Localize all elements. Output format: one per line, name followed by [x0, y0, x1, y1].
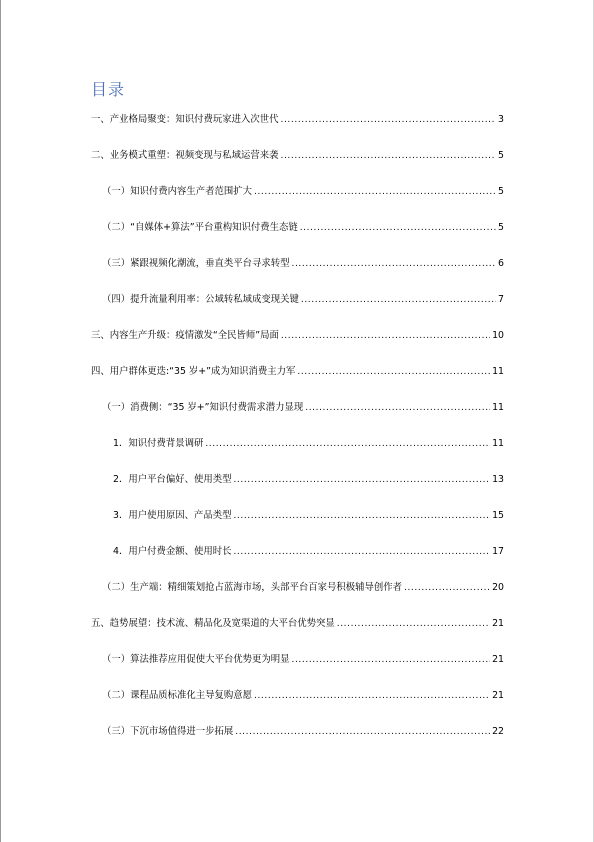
toc-page-number: 3 [498, 114, 504, 125]
toc-entry-title: 三、内容生产升级：疫情激发“全民皆师”局面 [91, 330, 279, 341]
toc-entry[interactable] [91, 111, 504, 147]
toc-dot-leader [281, 327, 490, 345]
toc-page-number: 20 [492, 582, 504, 593]
toc-entry[interactable] [91, 327, 504, 363]
toc-entry[interactable] [91, 723, 504, 759]
page-edge-left [0, 0, 1, 842]
toc-entry-title: （二）课程品质标准化主导复购意愿 [102, 690, 253, 701]
toc-dot-leader [233, 471, 490, 489]
toc-dot-leader [301, 291, 496, 309]
toc-entry[interactable] [91, 219, 504, 255]
toc-page-number: 15 [492, 510, 504, 521]
toc-entry[interactable] [91, 687, 504, 723]
toc-dot-leader [305, 399, 490, 417]
toc-entry-title: 五、趋势展望：技术流、精品化及宽渠道的大平台优势突显 [91, 618, 335, 629]
toc-dot-leader [233, 543, 490, 561]
toc-entry-title: 二、业务模式重塑：视频变现与私域运营来袭 [91, 150, 279, 161]
toc-entry-title: 3．用户使用原因、产品类型 [113, 510, 232, 521]
toc-entry-title: （四）提升流量利用率：公域转私域成变现关键 [102, 294, 299, 305]
toc-page-number: 5 [498, 150, 504, 161]
toc-page-number: 11 [492, 366, 504, 377]
toc-entry-title: 4．用户付费金额、使用时长 [113, 546, 232, 557]
toc-entry-title: （一）知识付费内容生产者范围扩大 [102, 186, 253, 197]
toc-page-number: 6 [498, 258, 504, 269]
toc-entry-title: （一）消费侧：“35 岁+”知识付费需求潜力显现 [102, 402, 304, 413]
toc-entry[interactable] [91, 651, 504, 687]
toc-page-number: 21 [492, 654, 504, 665]
toc-entry[interactable] [91, 363, 504, 399]
toc-entry-title: 一、产业格局聚变：知识付费玩家进入次世代 [91, 114, 279, 125]
toc-title: 目录 [91, 80, 126, 99]
toc-dot-leader [235, 723, 490, 741]
toc-entry-title: （三）下沉市场值得进一步拓展 [102, 726, 234, 737]
toc-dot-leader [254, 183, 496, 201]
toc-page-number: 21 [492, 690, 504, 701]
toc-dot-leader [404, 579, 490, 597]
toc-dot-leader [337, 615, 490, 633]
toc-entry[interactable] [91, 399, 504, 435]
toc-entry-title: （三）紧跟视频化潮流，垂直类平台寻求转型 [102, 258, 290, 269]
toc-page-number: 5 [498, 222, 504, 233]
toc-entry-title: 1．知识付费背景调研 [113, 438, 204, 449]
toc-dot-leader [292, 255, 497, 273]
toc-page-number: 17 [492, 546, 504, 557]
toc-entry[interactable] [91, 435, 504, 471]
toc-entry-title: 2．用户平台偏好、使用类型 [113, 474, 232, 485]
toc-entry-title: （二）“自媒体+算法”平台重构知识付费生态链 [102, 222, 298, 233]
toc-page-number: 21 [492, 618, 504, 629]
toc-entry-title: 四、用户群体更迭:“35 岁+”成为知识消费主力军 [91, 366, 296, 377]
toc-entry[interactable] [91, 507, 504, 543]
toc-entry[interactable] [91, 255, 504, 291]
toc-page-number: 10 [492, 330, 504, 341]
toc-dot-leader [297, 363, 490, 381]
toc-entry[interactable] [91, 183, 504, 219]
toc-list [91, 111, 504, 759]
toc-entry-title: （一）算法推荐应用促使大平台优势更为明显 [102, 654, 290, 665]
toc-dot-leader [281, 111, 497, 129]
toc-entry[interactable] [91, 543, 504, 579]
toc-dot-leader [292, 651, 491, 669]
toc-page-number: 11 [492, 438, 504, 449]
toc-entry-title: （二）生产端：精细策划抢占蓝海市场，头部平台百家号积极辅导创作者 [102, 582, 403, 593]
toc-entry[interactable] [91, 291, 504, 327]
toc-entry[interactable] [91, 147, 504, 183]
toc-entry[interactable] [91, 471, 504, 507]
toc-page-number: 22 [492, 726, 504, 737]
toc-page-number: 13 [492, 474, 504, 485]
toc-page-number: 5 [498, 186, 504, 197]
toc-dot-leader [233, 507, 490, 525]
toc-entry[interactable] [91, 579, 504, 615]
toc-entry[interactable] [91, 615, 504, 651]
toc-dot-leader [281, 147, 497, 165]
toc-page-number: 7 [498, 294, 504, 305]
toc-dot-leader [300, 219, 496, 237]
toc-page-number: 11 [492, 402, 504, 413]
toc-dot-leader [205, 435, 490, 453]
toc-dot-leader [254, 687, 490, 705]
